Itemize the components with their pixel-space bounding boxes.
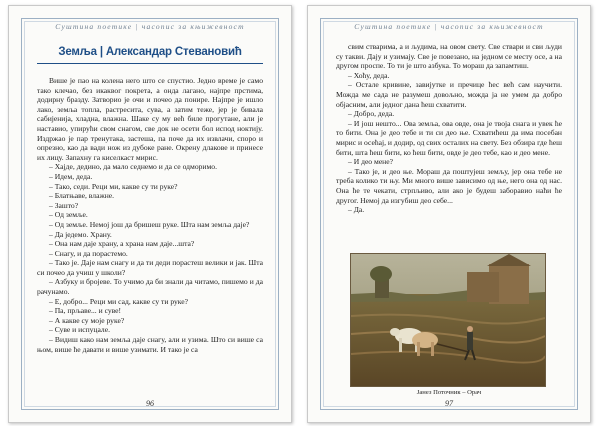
article-title: Земља | Александар Стевановић: [58, 46, 242, 58]
paragraph: – Да једемо. Храну.: [49, 229, 112, 239]
paragraph: – Па, прљаве... и суве!: [49, 306, 122, 316]
running-header-right: Суштина поетике | часопис за књижевност: [354, 22, 544, 31]
painting-caption: Јанез Поточник – Орач: [416, 389, 482, 396]
right-page-text: [336, 42, 562, 215]
paragraph: – Тако је, и део ње. Мораш да поштујеш земљу, јер она тебе не треба колико ти њу. Ми много више зависимо од ње, него она од нас. Она ће те чекати, стрпљиво, али ако је будеш заборавио наћи ће другог. Немој да изгубиш део себе...: [336, 166, 562, 205]
paragraph: свим стварима, а и људима, на овом свету. Све ствари и сви људи су такви. Дају и узимају. Све је повезано, на једном се месту осе, а на другом проспе. То ти је што азбука. То мораш да запамтиш.: [336, 42, 562, 71]
paragraph: – И још нешто... Ова земља, ова овде, она је твоја снага и увек ће то бити. Она је део тебе и ти си део ње. Схватићеш да има посебан мирис и осећај, и додир, од свих осталих на свету. Без обзира где ћеш бити, шта ћеш бити, ко ћеш бити, овде је део тебе, као и део мене.: [336, 118, 562, 157]
paragraph: – Хајде, дедино, да мало седнемо и да се одморимо.: [49, 162, 217, 172]
paragraph: – Добро, деда.: [348, 109, 395, 119]
paragraph: – Она нам даје храну, а храна нам даје...шта?: [49, 239, 195, 249]
page-number-right: 97: [445, 399, 453, 408]
title-underline: [37, 63, 263, 64]
paragraph: – Зашто?: [49, 200, 79, 210]
paragraph: – Остале кривине, завијутке и пречице ћес већ сам научити. Можда ме сада не разумеш довољно, можда ја не умем да добро објасним, али једног дана ћеш схватити.: [336, 80, 562, 109]
right-page: [307, 5, 591, 423]
painting-plowman-icon: [350, 253, 546, 387]
running-header-left: Суштина поетике | часопис за књижевност: [55, 22, 245, 31]
paragraph: – Тако је. Даје нам снагу и да ти деди порастеш велики и јак. Шта си почео да учиш у школи?: [37, 258, 263, 277]
paragraph: – Снагу, и да порастемо.: [49, 248, 128, 258]
paragraph: – Азбуку и бројеве. То учимо да би знали да читамо, пишемо и да рачунамо.: [37, 277, 263, 297]
paragraph: – Идем, деда.: [49, 171, 93, 181]
paragraph: – Хоћу, деда.: [348, 70, 390, 80]
paragraph: – Да.: [348, 205, 365, 215]
left-page: [8, 5, 292, 423]
paragraph: – Тако, седи. Реци ми, какве су ти руке?: [49, 181, 178, 191]
paragraph: – Од земље.: [49, 210, 88, 220]
paragraph: – Видиш како нам земља даје снагу, али и узима. Што си више са њом, више ће давати и више узимати. И тако је са: [37, 335, 263, 354]
paragraph: – Суве и испуцале.: [49, 325, 110, 335]
left-page-text: [37, 76, 263, 354]
paragraph: – Од земље. Немој још да бришеш руке. Шта нам земља даје?: [49, 219, 250, 229]
paragraph: Више је пао на колена него што се спустио. Једно време је само тако клечао, без икаквог покрета, а онда лагано, најпре прстима, додирну бразду. Затворио је очи и почео да понире. Најпре је ишло лако, земља топла, растресита, сува, а затим теже, јер је бивала сабијенија, хладна, влажна. Шаке су му већ биле прогутане, али је наставио, упирући свом снагом, све док не осети бол испод ноктију. Издржао је пар тренутака, застеша, па поче да их извлачи, споро и опрезно, као да вади нож из дубоке ране. Окрену длакове и принесе их лицу. Запахну га киселкаст мирис.: [37, 76, 263, 162]
paragraph: – Блатњаве, влажне.: [49, 191, 115, 201]
paragraph: – И део мене?: [348, 157, 393, 167]
paragraph: – Е, добро... Реци ми сад, какве су ти руке?: [49, 296, 189, 306]
paragraph: – А какве су моје руке?: [49, 315, 125, 325]
page-number-left: 96: [146, 399, 154, 408]
